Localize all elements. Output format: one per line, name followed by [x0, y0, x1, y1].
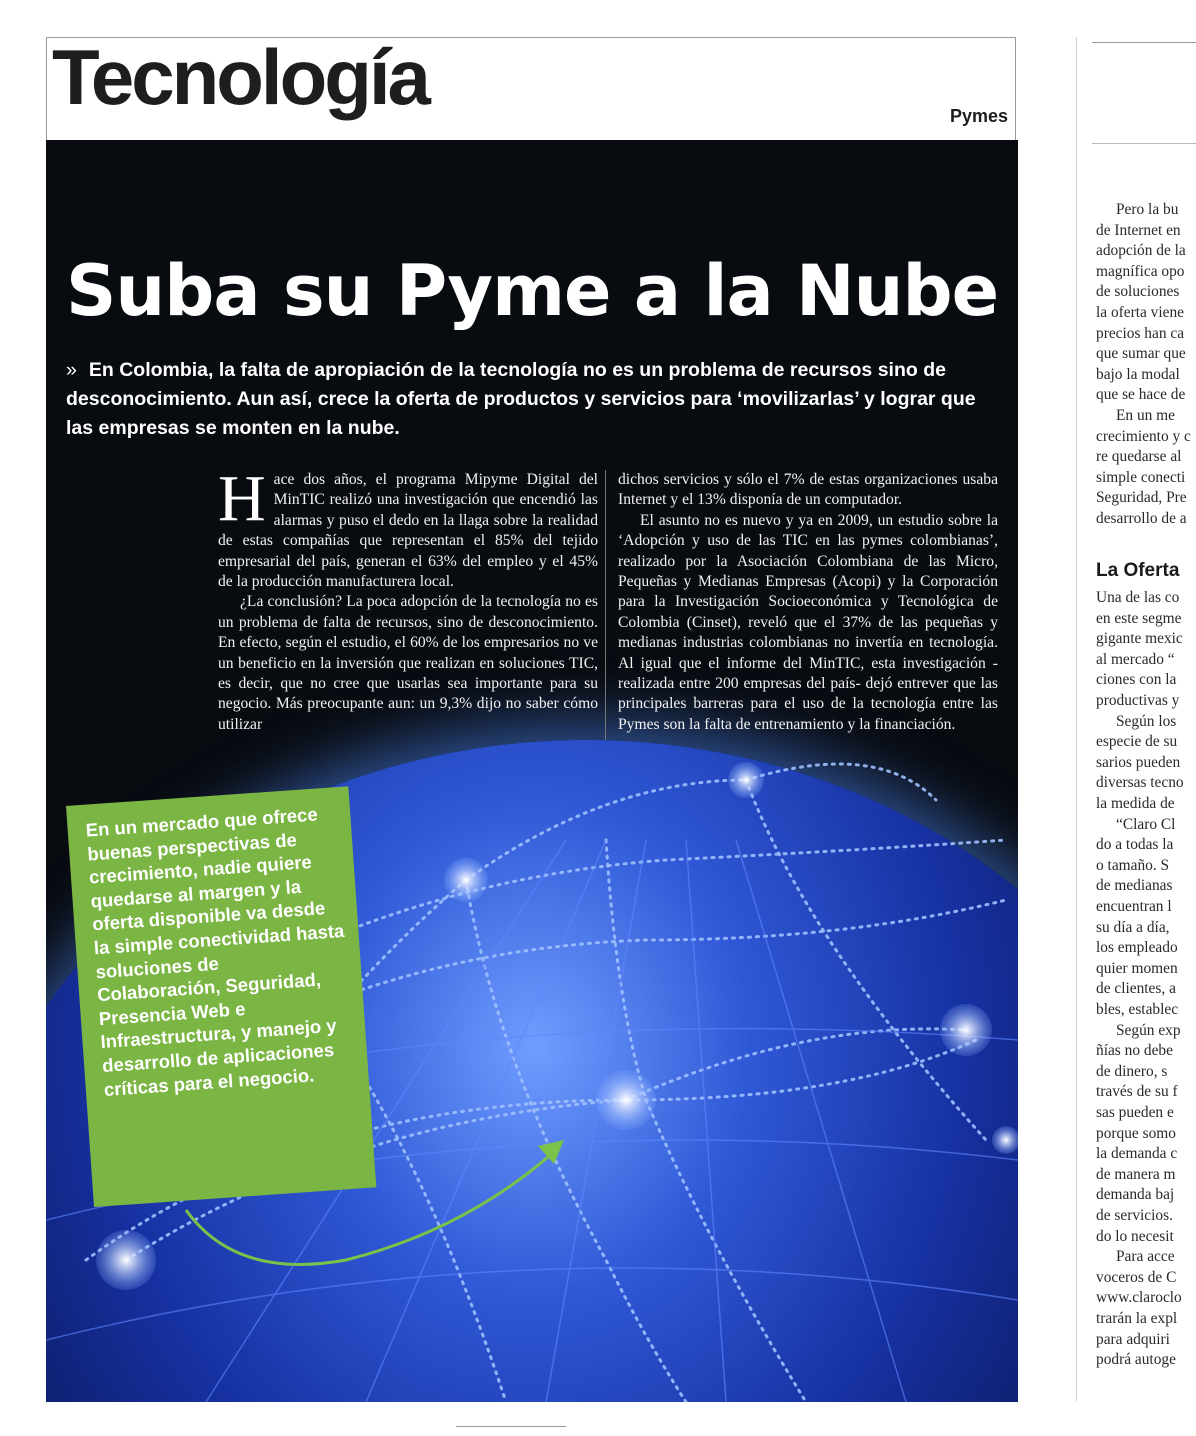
right-page-text — [1092, 0, 1196, 1436]
right-page-line: través de su f — [1096, 1083, 1178, 1101]
bottom-mark — [456, 1426, 566, 1427]
right-page-line: Seguridad, Pre — [1096, 489, 1187, 507]
right-page-line: especie de su — [1096, 733, 1178, 751]
right-page-line: de servicios. — [1096, 1207, 1173, 1224]
right-page-line: encuentran l — [1096, 898, 1172, 915]
drop-cap: H — [218, 462, 266, 535]
right-page-line: de manera m — [1096, 1165, 1176, 1183]
right-page-line: su día a día, — [1096, 918, 1170, 936]
right-page-line: o tamaño. S — [1096, 856, 1170, 874]
right-page-line: bajo la modal — [1096, 365, 1180, 383]
deck-text: En Colombia, la falta de apropiación de la tecnología no es un problema de recursos sino de desconocimiento. Aun así, crece la oferta de productos y servicios para ‘movilizarlas’ y lograr que las empresas se monten en la nube. — [66, 359, 976, 439]
right-page-line: de medianas — [1096, 877, 1173, 895]
right-page-line: voceros de C — [1096, 1268, 1177, 1286]
right-page-line: Pero la bu — [1116, 201, 1179, 218]
right-page-line: En un me — [1116, 407, 1175, 424]
right-page-line: crecimiento y c — [1096, 427, 1191, 445]
right-page-line: de dinero, s — [1096, 1062, 1168, 1080]
right-page-line: en este segme — [1096, 609, 1182, 627]
right-page-line: para adquiri — [1096, 1330, 1170, 1348]
right-page-line: Según los — [1116, 712, 1177, 730]
right-page-line: “Claro Cl — [1116, 815, 1176, 833]
right-page-line: bles, establec — [1096, 1001, 1179, 1018]
right-page-line: magnífica opo — [1096, 262, 1185, 280]
right-page-line: www.claroclo — [1096, 1289, 1182, 1307]
deck-marker: » — [66, 359, 77, 381]
right-page-line: la demanda c — [1096, 1145, 1178, 1163]
right-page-line: ciones con la — [1096, 671, 1177, 689]
right-page-line: los empleado — [1096, 939, 1178, 957]
right-page-line: productivas y — [1096, 692, 1180, 709]
hero-image — [46, 140, 1018, 1402]
right-page-line: que sumar que — [1096, 345, 1186, 363]
right-page-line: re quedarse al — [1096, 448, 1182, 466]
right-page-line: diversas tecno — [1096, 774, 1184, 792]
right-page-line: Una de las co — [1096, 589, 1180, 606]
right-page-line: ñías no debe — [1096, 1042, 1173, 1060]
body-paragraph: dichos servicios y sólo el 7% de estas organizaciones usaba Internet y el 13% disponía de un computador. — [618, 471, 998, 509]
right-page-line: Para acce — [1116, 1248, 1175, 1266]
body-paragraph: ¿La conclusión? La poca adopción de la tecnología no es un problema de falta de recursos, sino de desconocimiento. En efecto, según el estudio, el 60% de los empresarios no ve un beneficio en la inversión que realizan en soluciones TIC, es decir, que no cree que usarlas sea importante para su negocio. Más preocupante aun: un 9,3% dijo no saber cómo utilizar — [218, 593, 598, 733]
right-page-line: de clientes, a — [1096, 980, 1176, 998]
right-page-line: gigante mexic — [1096, 630, 1183, 648]
right-page-subheading: La Oferta — [1096, 560, 1180, 581]
right-page-line: al mercado “ — [1096, 650, 1175, 668]
body-paragraph: Hace dos años, el programa Mipyme Digital del MinTIC realizó una investigación que encendió las alarmas y puso el dedo en la llaga sobre la realidad de estas compañías que representan el 85% del tejido empresarial del país, generan el 63% del empleo y el 45% de la producción manufacturera local. — [218, 462, 598, 591]
right-page-line: simple conecti — [1096, 468, 1186, 486]
right-page-line: Según exp — [1116, 1021, 1181, 1039]
right-page-line: que se hace de — [1096, 386, 1186, 404]
right-page-line: sas pueden e — [1096, 1104, 1174, 1121]
right-page-line: precios han ca — [1096, 324, 1185, 342]
right-page-line: sarios pueden — [1096, 753, 1181, 771]
right-page-line: desarrollo de a — [1096, 510, 1187, 527]
right-page-line: demanda baj — [1096, 1186, 1175, 1204]
curved-arrow-icon — [46, 140, 1018, 1402]
body-paragraph: El asunto no es nuevo y ya en 2009, un estudio sobre la ‘Adopción y uso de las TIC en las pymes colombianas’, realizado por la Asociación Colombiana de las Micro, Pequeñas y Medianas Empresas (Acopi) y la Corporación para la Investigación Socioeconómica y Tecnológica de Colombia (Cinset), reveló que el 37% de las pequeñas y medianas industrias colombianas no invertía en tecnología. Al igual que el informe del MinTIC, esta investigación -realizada entre 200 empresas del país- dejó entrever que las principales barreras para el uso de la tecnología entre las Pymes son la falta de entrenamiento y la financiación. — [618, 511, 998, 733]
right-page-line: do lo necesit — [1096, 1227, 1174, 1245]
right-page-line: porque somo — [1096, 1124, 1176, 1142]
right-page-line: adopción de la — [1096, 242, 1186, 260]
gutter-rule — [1076, 37, 1077, 1401]
right-page-line: trarán la expl — [1096, 1310, 1178, 1327]
right-page-line: de soluciones — [1096, 283, 1180, 301]
right-page-line: la oferta viene — [1096, 304, 1185, 321]
right-page-line: podrá autoge — [1096, 1351, 1176, 1369]
right-page-line: do a todas la — [1096, 836, 1174, 854]
section-title: Tecnología — [52, 33, 428, 121]
pull-quote: En un mercado que ofrece buenas perspectivas de crecimiento, nadie quiere quedarse al margen y la oferta disponible va desde la simple conectividad hasta soluciones de Colaboración, Seguridad, Presencia Web e Infraestructura, y manejo y desarrollo de aplicaciones críticas para el negocio. — [66, 786, 376, 1207]
right-page-line: de Internet en — [1096, 221, 1181, 239]
section-kicker: Pymes — [949, 106, 1008, 126]
right-page-line: quier momen — [1096, 959, 1178, 977]
article-title: Suba su Pyme a la Nube — [66, 250, 999, 332]
right-page-line: la medida de — [1096, 795, 1175, 812]
